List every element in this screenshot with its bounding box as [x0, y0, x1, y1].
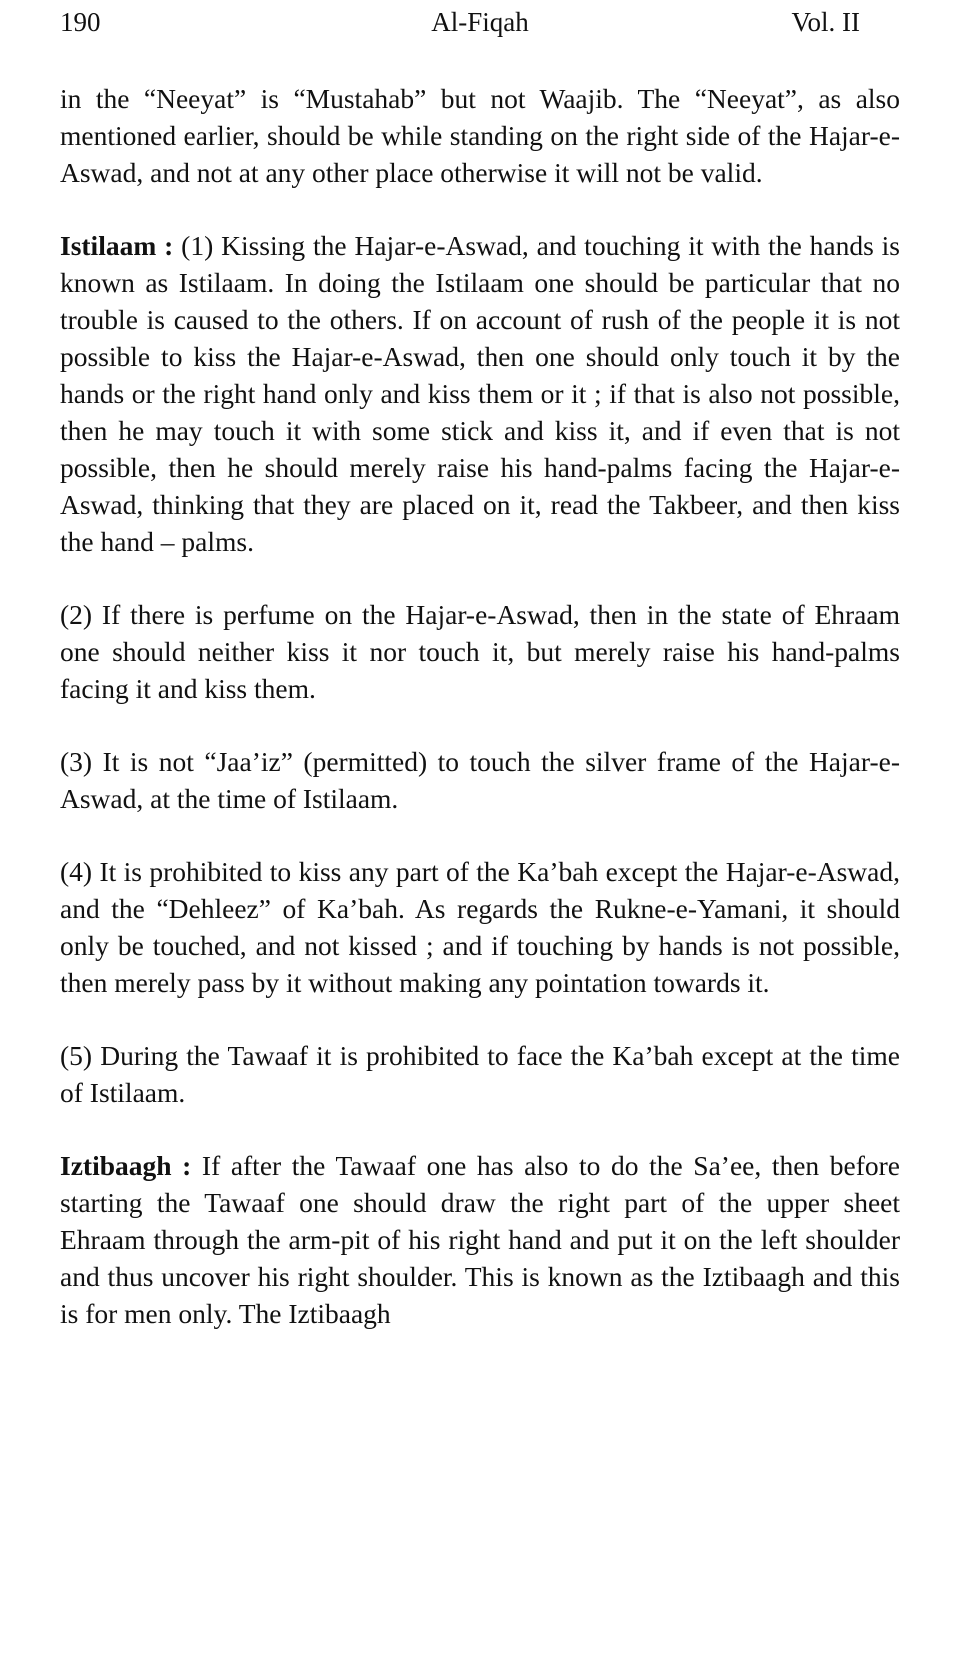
page-number: 190 — [60, 7, 101, 37]
paragraph-silver-frame — [60, 743, 900, 817]
paragraph-text: (4) It is prohibited to kiss any part of the Ka’bah except the Hajar-e-Aswad, and the “Dehleez” of Ka’bah. As regards the Rukne-e-Yamani, it should only be touched, and not kissed ; and if touching by hands is not possible, then merely pass by it without making any pointation towards it. — [60, 856, 900, 998]
paragraph-facing-kabah — [60, 1037, 900, 1111]
paragraph-text: in the “Neeyat” is “Mustahab” but not Waajib. The “Neeyat”, as also mentioned earlier, should be while standing on the right side of the Hajar-e-Aswad, and not at any other place otherwise it will not be valid. — [60, 83, 900, 188]
book-page — [60, 0, 900, 1368]
paragraph-istilaam — [60, 227, 900, 560]
term-iztibaagh: Iztibaagh : — [60, 1150, 192, 1181]
running-header — [60, 0, 900, 50]
paragraph-text: (5) During the Tawaaf it is prohibited to face the Ka’bah except at the time of Istilaam. — [60, 1040, 900, 1108]
body-text — [60, 80, 900, 1332]
paragraph-text: (3) It is not “Jaa’iz” (permitted) to touch the silver frame of the Hajar-e-Aswad, at the time of Istilaam. — [60, 746, 900, 814]
paragraph-neeyat — [60, 80, 900, 191]
term-istilaam: Istilaam : — [60, 230, 174, 261]
book-title: Al-Fiqah — [431, 7, 529, 37]
volume-label: Vol. II — [791, 7, 860, 37]
paragraph-text: If after the Tawaaf one has also to do the Sa’ee, then before starting the Tawaaf one should draw the right part of the upper sheet Ehraam through the arm-pit of his right hand and put it on the left shoulder and thus uncover his right shoulder. This is known as the Iztibaagh and this is for men only. The Iztibaagh — [60, 1150, 901, 1329]
paragraph-text: (2) If there is perfume on the Hajar-e-Aswad, then in the state of Ehraam one should neither kiss it nor touch it, but merely raise his hand-palms facing it and kiss them. — [60, 599, 900, 704]
paragraph-iztibaagh — [60, 1147, 900, 1332]
paragraph-text: (1) Kissing the Hajar-e-Aswad, and touching it with the hands is known as Istilaam. In doing the Istilaam one should be particular that no trouble is caused to the others. If on account of rush of the people it is not possible to kiss the Hajar-e-Aswad, then one should only touch it by the hands or the right hand only and kiss them or it ; if that is also not possible, then he may touch it with some stick and kiss it, and if even that is not possible, then he should merely raise his hand-palms facing the Hajar-e-Aswad, thinking that they are placed on it, read the Takbeer, and then kiss the hand – palms. — [60, 230, 900, 557]
paragraph-kissing-kabah — [60, 853, 900, 1001]
paragraph-perfume — [60, 596, 900, 707]
